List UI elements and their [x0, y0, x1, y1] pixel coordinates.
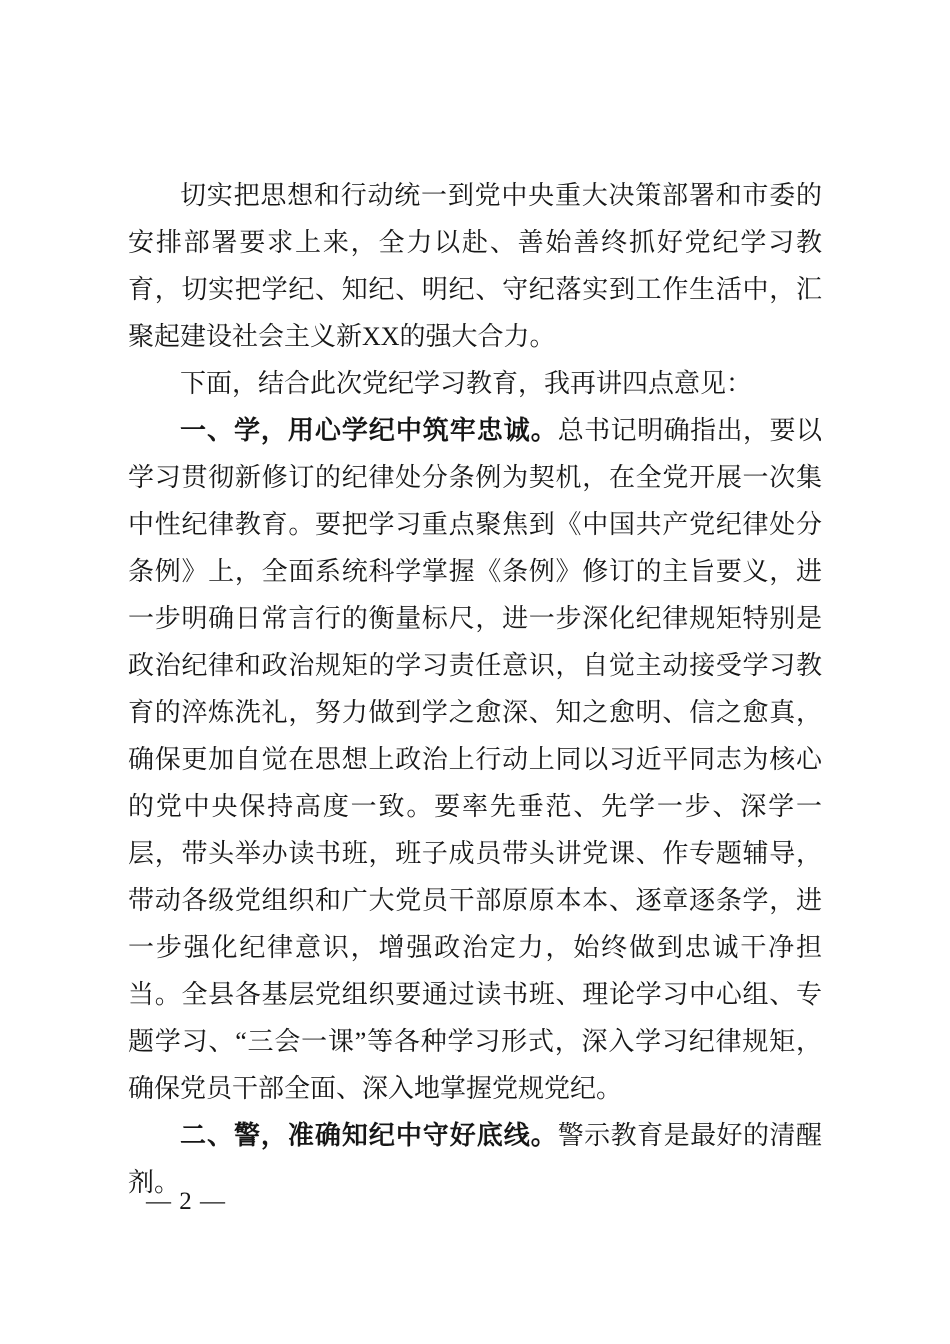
section-1-heading: 一、学，用心学纪中筑牢忠诚。 [180, 415, 558, 445]
paragraph-section-1 [128, 407, 822, 1112]
paragraph-text: 切实把思想和行动统一到党中央重大决策部署和市委的安排部署要求上来，全力以赴、善始善终抓好党纪学习教育，切实把学纪、知纪、明纪、守纪落实到工作生活中，汇聚起建设社会主义新XX的强大合力。 [128, 181, 822, 351]
page-footer [146, 1186, 226, 1218]
section-2-heading: 二、警，准确知纪中守好底线。 [180, 1120, 558, 1150]
paragraph-text: 警示教育是最好的清醒剂。 [128, 1121, 822, 1197]
paragraph-intro [128, 360, 822, 407]
document-body [128, 172, 822, 1206]
paragraph-text: 下面，结合此次党纪学习教育，我再讲四点意见： [180, 369, 753, 398]
paragraph-text: 总书记明确指出，要以学习贯彻新修订的纪律处分条例为契机，在全党开展一次集中性纪律教育。要把学习重点聚焦到《中国共产党纪律处分条例》上，全面系统科学掌握《条例》修订的主旨要义，进一步明确日常言行的衡量标尺，进一步深化纪律规矩特别是政治纪律和政治规矩的学习责任意识，自觉主动接受学习教育的淬炼洗礼，努力做到学之愈深、知之愈明、信之愈真，确保更加自觉在思想上政治上行动上同以习近平同志为核心的党中央保持高度一致。要率先垂范、先学一步、深学一层，带头举办读书班，班子成员带头讲党课、作专题辅导，带动各级党组织和广大党员干部原原本本、逐章逐条学，进一步强化纪律意识，增强政治定力，始终做到忠诚干净担当。全县各基层党组织要通过读书班、理论学习中心组、专题学习、“三会一课”等各种学习形式，深入学习纪律规矩，确保党员干部全面、深入地掌握党规党纪。 [128, 416, 822, 1103]
paragraph-continuation [128, 172, 822, 360]
page-number: — 2 — [146, 1188, 226, 1215]
paragraph-section-2 [128, 1112, 822, 1206]
